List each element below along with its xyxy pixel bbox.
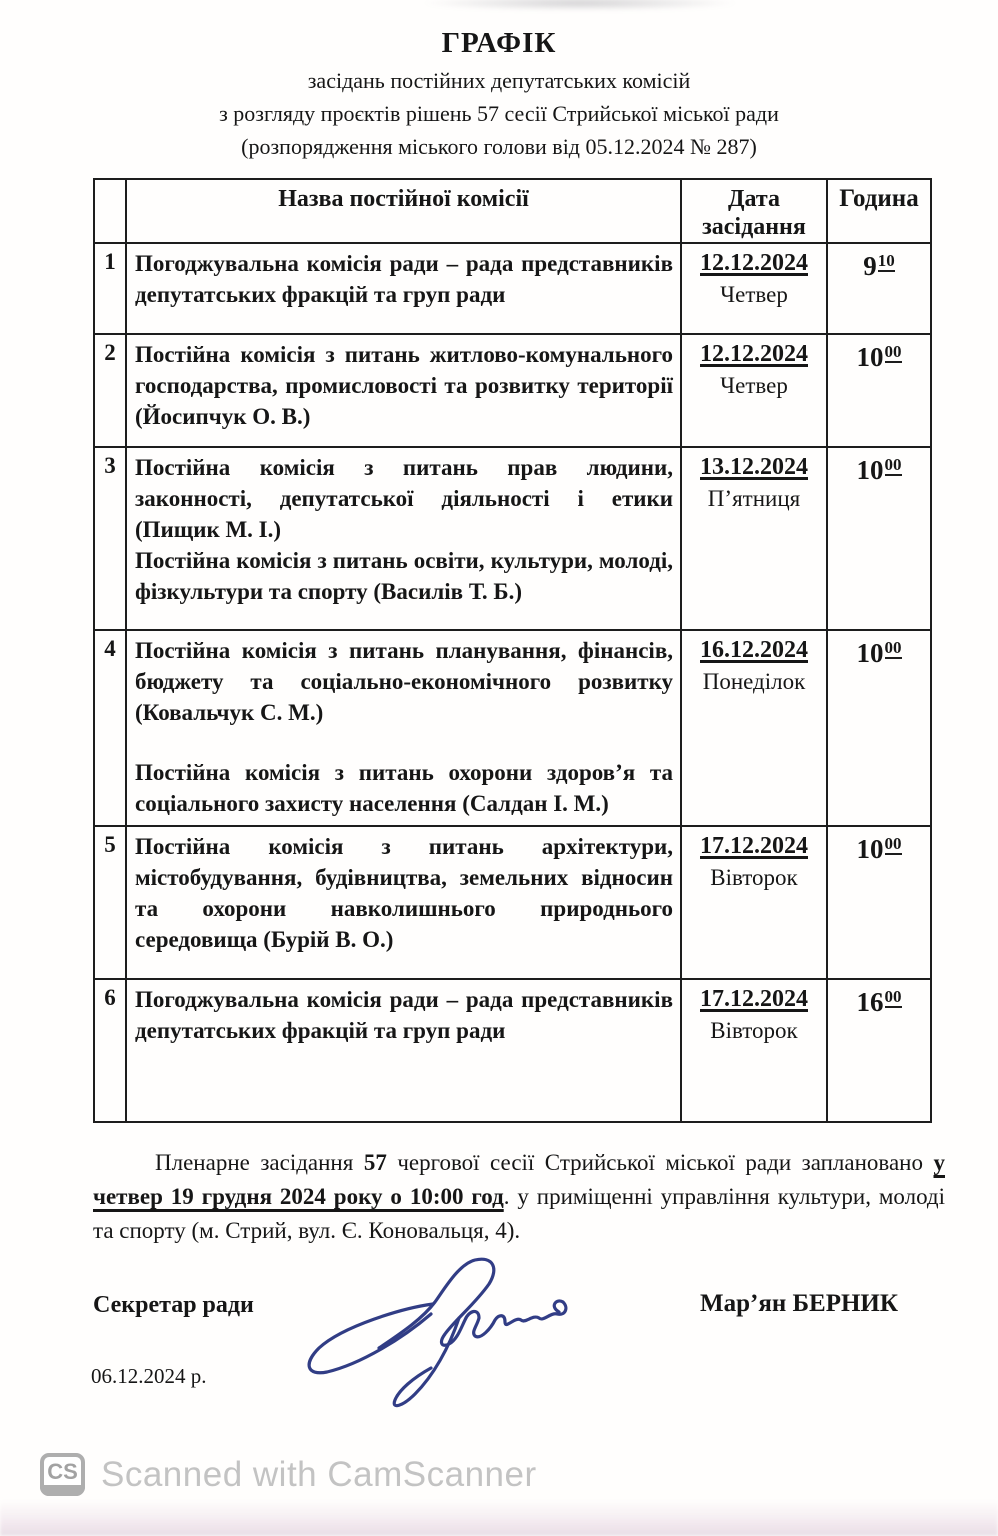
scan-smudge-top: [420, 0, 740, 11]
commission-name: Постійна комісія з питань прав людини, законності, депутатської діяльності і етики (Пищик М. І.): [135, 455, 673, 542]
commission-name-cell: [126, 243, 681, 334]
minutes-value: 00: [884, 638, 902, 657]
meeting-weekday: Четвер: [720, 373, 788, 398]
hour-value: 10: [856, 834, 884, 864]
meeting-date-cell: [681, 243, 827, 334]
row-number: 6: [94, 979, 126, 1122]
meeting-date: 16.12.2024: [700, 637, 808, 663]
header-commission-name: Назва постійної комісії: [126, 179, 681, 243]
commission-name: Погоджувальна комісія ради – рада представників депутатських фракцій та груп ради: [135, 251, 673, 307]
plenary-text: чергової сесії Стрийської міської ради заплановано: [386, 1150, 934, 1175]
table-row: [94, 979, 931, 1122]
meeting-date: 17.12.2024: [700, 833, 808, 859]
header-meeting-date: Дата засідання: [681, 179, 827, 243]
meeting-date-cell: [681, 334, 827, 447]
meeting-hour-cell: [827, 243, 931, 334]
row-number: 1: [94, 243, 126, 334]
meeting-date: 17.12.2024: [700, 986, 808, 1012]
table-row: [94, 447, 931, 630]
row-number: 4: [94, 630, 126, 826]
plenary-text: . у приміщенні управління культури, молоді та спорту (м. Стрий, вул. Є. Коновальця, 4).: [93, 1184, 945, 1243]
minutes-value: 10: [877, 251, 895, 270]
meeting-hour-cell: [827, 826, 931, 979]
document-header: [0, 0, 998, 163]
commission-name-secondary: Постійна комісія з питань охорони здоров’я та соціального захисту населення (Салдан І. М.): [135, 760, 673, 816]
minutes-value: 00: [884, 834, 902, 853]
meeting-hour-cell: [827, 630, 931, 826]
document-subtitle-line-2: з розгляду проєктів рішень 57 сесії Стрийської міської ради: [219, 101, 779, 126]
signatory-name: Мар’ян БЕРНИК: [700, 1290, 898, 1317]
plenary-text: Пленарне засідання: [155, 1150, 364, 1175]
session-number: 57: [363, 1150, 387, 1175]
commission-name-cell: [126, 979, 681, 1122]
commissions-schedule-table: [93, 178, 932, 1123]
document-subtitle-line-1: засідань постійних депутатських комісій: [307, 68, 691, 93]
commission-name: Постійна комісія з питань житлово-комунального господарства, промисловості та розвитку території (Йосипчук О. В.): [135, 342, 673, 429]
meeting-date: 12.12.2024: [700, 250, 808, 276]
handwritten-signature: [283, 1252, 603, 1442]
meeting-date-cell: [681, 630, 827, 826]
meeting-date: 13.12.2024: [700, 454, 808, 480]
row-number: 5: [94, 826, 126, 979]
camscanner-footer: [40, 1453, 537, 1496]
table-row: [94, 334, 931, 447]
commission-name-cell: [126, 447, 681, 630]
table-row: [94, 826, 931, 979]
commission-name-cell: [126, 826, 681, 979]
minutes-value: 00: [884, 455, 902, 474]
plenary-session-paragraph: [93, 1146, 945, 1248]
document-title: ГРАФІК: [441, 27, 557, 59]
signature-date: 06.12.2024 р.: [91, 1364, 207, 1388]
hour-value: 10: [856, 342, 884, 372]
minutes-value: 00: [884, 342, 902, 361]
table-row: [94, 243, 931, 334]
table-row: [94, 630, 931, 826]
hour-value: 9: [863, 251, 877, 281]
header-hour: Година: [827, 179, 931, 243]
meeting-date-cell: [681, 826, 827, 979]
row-number: 3: [94, 447, 126, 630]
scan-edge-bottom: [0, 1500, 998, 1536]
meeting-weekday: Понеділок: [702, 669, 806, 694]
commission-name-cell: [126, 630, 681, 826]
minutes-value: 00: [884, 987, 902, 1006]
meeting-date-cell: [681, 979, 827, 1122]
meeting-date-cell: [681, 447, 827, 630]
meeting-hour-cell: [827, 979, 931, 1122]
document-subtitle-line-3: (розпорядження міського голови від 05.12.2024 № 287): [241, 134, 757, 159]
commission-name-secondary: Постійна комісія з питань освіти, культури, молоді, фізкультури та спорту (Василів Т. Б.): [135, 548, 673, 604]
meeting-weekday: Вівторок: [710, 1018, 798, 1043]
meeting-weekday: П’ятниця: [707, 486, 801, 511]
commission-name: Постійна комісія з питань архітектури, містобудування, будівництва, земельних відносин та охорони навколишнього природнього середовища (Бурій В. О.): [135, 834, 673, 952]
commission-name: Постійна комісія з питань планування, фінансів, бюджету та соціально-економічного розвитку (Ковальчук С. М.): [135, 638, 673, 725]
plenary-datetime-highlight: у четвер 19 грудня 2024 року о 10:00 год: [93, 1150, 945, 1209]
meeting-weekday: Вівторок: [710, 865, 798, 890]
hour-value: 10: [856, 638, 884, 668]
hour-value: 10: [856, 455, 884, 485]
camscanner-icon: CS: [40, 1453, 85, 1496]
table-header-row: [94, 179, 931, 243]
camscanner-watermark-text: Scanned with CamScanner: [101, 1454, 537, 1494]
hour-value: 16: [856, 987, 884, 1017]
row-number: 2: [94, 334, 126, 447]
meeting-hour-cell: [827, 447, 931, 630]
signatory-role: Секретар ради: [93, 1292, 254, 1318]
header-number-cell: [94, 179, 126, 243]
meeting-date: 12.12.2024: [700, 341, 808, 367]
commission-name: Погоджувальна комісія ради – рада представників депутатських фракцій та груп ради: [135, 987, 673, 1043]
commission-name-cell: [126, 334, 681, 447]
meeting-weekday: Четвер: [720, 282, 788, 307]
meeting-hour-cell: [827, 334, 931, 447]
